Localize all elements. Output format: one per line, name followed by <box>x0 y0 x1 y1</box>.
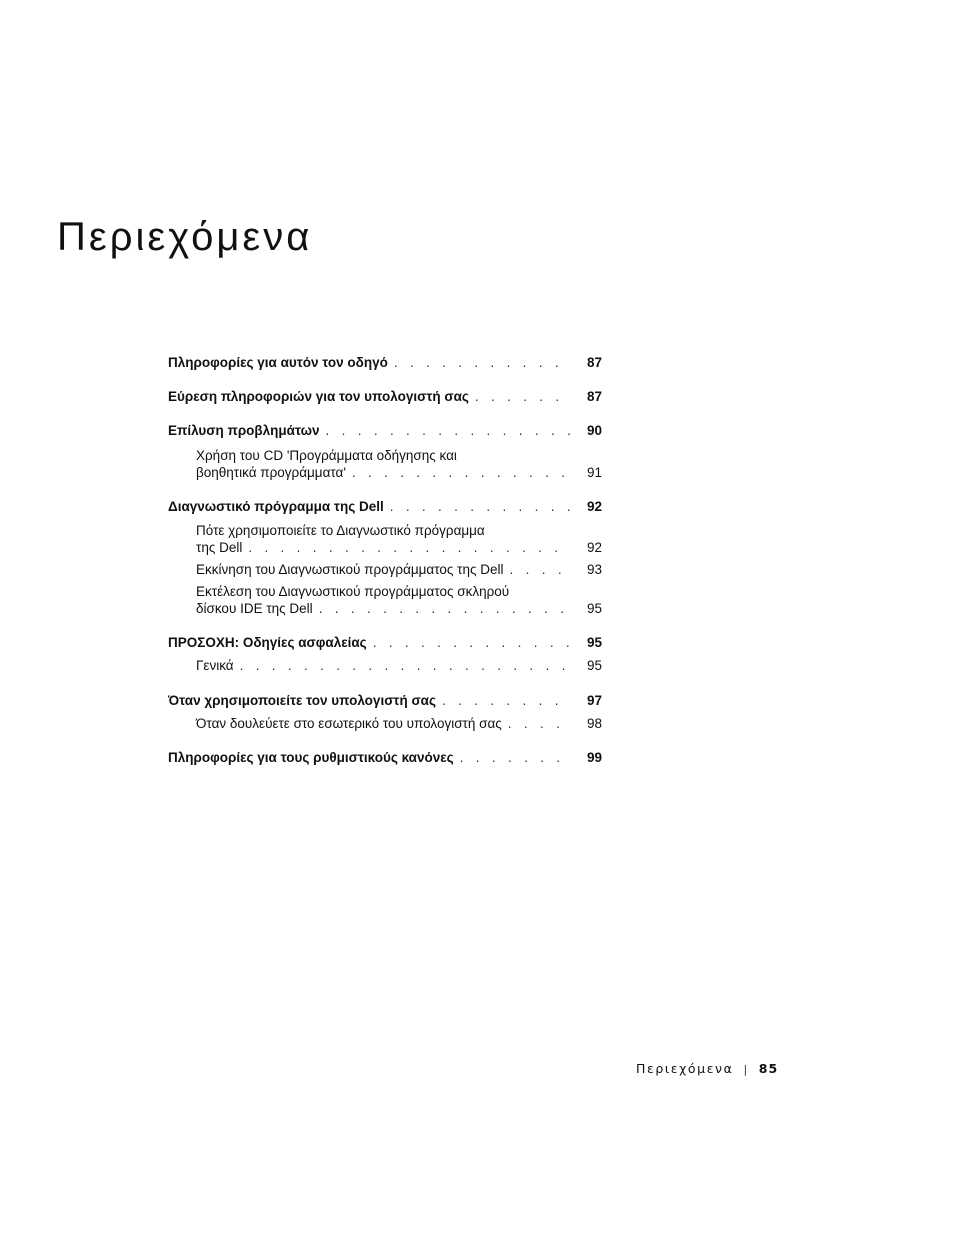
toc-entry-title: Διαγνωστικό πρόγραμμα της Dell <box>168 499 384 514</box>
toc-entry-working-inside-computer[interactable] <box>196 715 602 732</box>
footer-page-number: 85 <box>758 1061 779 1076</box>
dot-leader <box>319 600 570 617</box>
footer-divider: | <box>743 1063 749 1076</box>
page-footer <box>636 1061 779 1076</box>
toc-entry-page: 93 <box>586 562 602 577</box>
toc-entry-title: ΠΡΟΣΟΧΗ: Οδηγίες ασφαλείας <box>168 635 367 650</box>
toc-entry-safety-instructions[interactable] <box>168 634 602 651</box>
page-title: Περιεχόμενα <box>57 215 313 259</box>
toc-entry-page: 87 <box>586 355 602 370</box>
dot-leader <box>248 539 570 556</box>
toc-entry-page: 92 <box>586 499 602 514</box>
toc-entry-general[interactable] <box>196 657 602 674</box>
toc-entry-page: 99 <box>586 750 602 765</box>
toc-entry-page: 95 <box>586 635 602 650</box>
toc-entry-title-line1: Εκτέλεση του Διαγνωστικού προγράμματος σκληρού <box>196 584 510 599</box>
toc-entry-using-computer[interactable] <box>168 692 602 709</box>
toc-entry-title: Γενικά <box>196 658 234 673</box>
toc-entry-title: Πληροφορίες για αυτόν τον οδηγό <box>168 355 388 370</box>
toc-entry-title: Εύρεση πληροφοριών για τον υπολογιστή σας <box>168 389 469 404</box>
toc-entry-about-guide[interactable] <box>168 354 602 371</box>
dot-leader <box>352 464 570 481</box>
dot-leader <box>508 715 570 732</box>
dot-leader <box>394 354 570 371</box>
toc-entry-troubleshooting[interactable] <box>168 422 602 439</box>
toc-entry-title: δίσκου IDE της Dell <box>196 601 313 616</box>
toc-entry-title: βοηθητικά προγράμματα' <box>196 465 346 480</box>
toc-entry-page: 97 <box>586 693 602 708</box>
dot-leader <box>442 692 570 709</box>
toc-entry-title: Επίλυση προβλημάτων <box>168 423 320 438</box>
toc-entry-page: 87 <box>586 389 602 404</box>
toc-entry-page: 95 <box>586 601 602 616</box>
toc-entry-regulatory-information[interactable] <box>168 749 602 766</box>
dot-leader <box>460 749 570 766</box>
toc-entry-page: 98 <box>586 716 602 731</box>
toc-entry-starting-diagnostics[interactable] <box>196 561 602 578</box>
toc-entry-ide-hard-drive-diagnostics[interactable] <box>196 583 602 617</box>
toc-entry-title: Εκκίνηση του Διαγνωστικού προγράμματος της Dell <box>196 562 504 577</box>
dot-leader <box>390 498 570 515</box>
toc-entry-title: Πληροφορίες για τους ρυθμιστικούς κανόνες <box>168 750 454 765</box>
toc-entry-finding-information[interactable] <box>168 388 602 405</box>
dot-leader <box>326 422 570 439</box>
toc-entry-dell-diagnostics[interactable] <box>168 498 602 515</box>
toc-entry-title: Όταν χρησιμοποιείτε τον υπολογιστή σας <box>168 693 437 708</box>
toc-entry-title: Όταν δουλεύετε στο εσωτερικό του υπολογιστή σας <box>196 716 502 731</box>
toc-entry-when-to-use-diagnostics[interactable] <box>196 522 602 556</box>
toc-entry-page: 91 <box>586 465 602 480</box>
dot-leader <box>510 561 570 578</box>
toc-entry-page: 90 <box>586 423 602 438</box>
dot-leader <box>475 388 570 405</box>
toc-entry-drivers-cd[interactable] <box>196 447 602 481</box>
toc-entry-page: 92 <box>586 540 602 555</box>
dot-leader <box>373 634 570 651</box>
footer-section-title: Περιεχόμενα <box>636 1061 734 1076</box>
toc-entry-title-line1: Χρήση του CD 'Προγράμματα οδήγησης και <box>196 448 457 463</box>
toc-entry-title: της Dell <box>196 540 243 555</box>
toc-entry-title-line1: Πότε χρησιμοποιείτε το Διαγνωστικό πρόγραμμα <box>196 523 485 538</box>
dot-leader <box>240 657 570 674</box>
toc-entry-page: 95 <box>586 658 602 673</box>
